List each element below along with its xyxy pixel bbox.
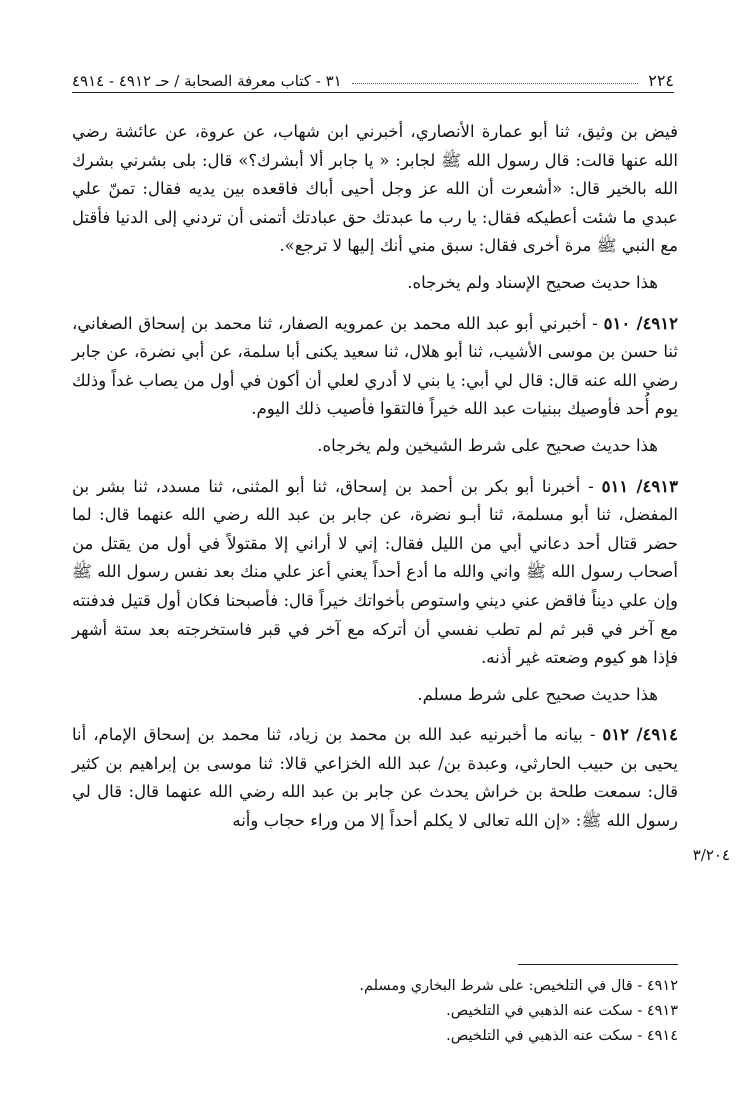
footnotes xyxy=(72,974,678,1049)
hadith-number: ٤٩١٣/ ٥١١ xyxy=(601,476,678,496)
footnote: ٤٩١٢ - قال في التلخيص: على شرط البخاري ومسلم. xyxy=(359,978,678,994)
hadith-verdict: هذا حديث صحيح على شرط الشيخين ولم يخرجاه. xyxy=(317,435,658,455)
paragraph-text: - أخبرني أبو عبد الله محمد بن عمرويه الصفار، ثنا محمد بن إسحاق الصغاني، ثنا حسن بن موسى الأشيب، ثنا أبو هلال، ثنا سعيد يكنى أبا سلمة، عن أبي نضرة، عن جابر رضي الله عنه قال: قال لي أبي: يا بني لا أدري لعلي أن أكون في أول من يصاب غداً وذلك يوم أُحد فأوصيك ببنيات عبد الله خيراً فالتقوا فأصيب ذلك اليوم. xyxy=(72,313,678,419)
margin-volume-page-note: ٣/٢٠٤ xyxy=(692,846,730,864)
footnote-separator xyxy=(518,964,678,965)
hadith-verdict: هذا حديث صحيح على شرط مسلم. xyxy=(417,684,658,704)
main-text xyxy=(72,118,678,844)
hadith-4914 xyxy=(72,721,678,835)
footnote: ٤٩١٤ - سكت عنه الذهبي في التلخيص. xyxy=(446,1028,678,1044)
header-dot-leader xyxy=(352,83,639,84)
paragraph-text: - بيانه ما أخبرنيه عبد الله بن محمد بن زياد، ثنا محمد بن إسحاق الإمام، أنا يحيى بن حبيب الحارثي، وعبدة بن/ عبد الله الخزاعي قالا: ثنا موسى بن إبراهيم بن كثير قال: سمعت طلحة بن خراش يحدث عن جابر بن عبد الله رضي الله عنهما قال: قال لي رسول الله ﷺ: «إن الله تعالى لا يكلم أحداً إلا من وراء حجاب وأنه xyxy=(72,725,678,831)
hadith-4913 xyxy=(72,473,678,673)
hadith-continuation xyxy=(72,118,678,261)
running-title: ٣١ - كتاب معرفة الصحابة / حـ ٤٩١٢ - ٤٩١٤ xyxy=(72,72,342,90)
running-header xyxy=(72,66,674,93)
hadith-number: ٤٩١٤/ ٥١٢ xyxy=(602,725,678,745)
paragraph-text: فيض بن وثيق، ثنا أبو عمارة الأنصاري، أخبرني ابن شهاب، عن عروة، عن عائشة رضي الله عنها قالت: قال رسول الله ﷺ لجابر: « يا جابر ألا أبشرك؟» قال: بلى بشرني بشرك الله بالخير قال: «أشعرت أن الله عز وجل أحيى أباك فاقعده بين يديه فقال: تمنّ علي عبدي ما شئت أعطيكه فقال: يا رب ما عبدتك حق عبادتك أتمنى أن تردني إلى الدنيا فأقتل مع النبي ﷺ مرة أخرى فقال: سبق مني أنك إليها لا ترجع». xyxy=(72,122,678,256)
page-number: ٢٢٤ xyxy=(648,71,674,90)
paragraph-text: - أخبرنا أبو بكر بن أحمد بن إسحاق، ثنا أبو المثنى، ثنا مسدد، ثنا بشر بن المفضل، ثنا أبو مسلمة، ثنا أبـو نضرة، عن جابر بن عبد الله رضي الله عنهما قال: لما حضر قتال أحد دعاني أبي من الليل فقال: إني لا أراني إلا مقتولاً في أول من يقتل من أصحاب رسول الله ﷺ واني والله ما أدع أحداً يعني أعز علي منك بعد نفس رسول الله ﷺ وإن علي ديناً فاقض عني ديني واستوص بأخواتك خيراً قال: فأصبحنا فكان أول قتيل فدفنته مع آخر في قبر ثم لم تطب نفسي أن أتركه مع آخر في قبر فاستخرجته بعد ستة أشهر فإذا هو كيوم وضعته غير أذنه. xyxy=(72,476,678,668)
hadith-4912 xyxy=(72,310,678,424)
footnote: ٤٩١٣ - سكت عنه الذهبي في التلخيص. xyxy=(446,1003,678,1019)
hadith-number: ٤٩١٢/ ٥١٠ xyxy=(603,313,679,333)
hadith-verdict: هذا حديث صحيح الإسناد ولم يخرجاه. xyxy=(407,272,658,292)
